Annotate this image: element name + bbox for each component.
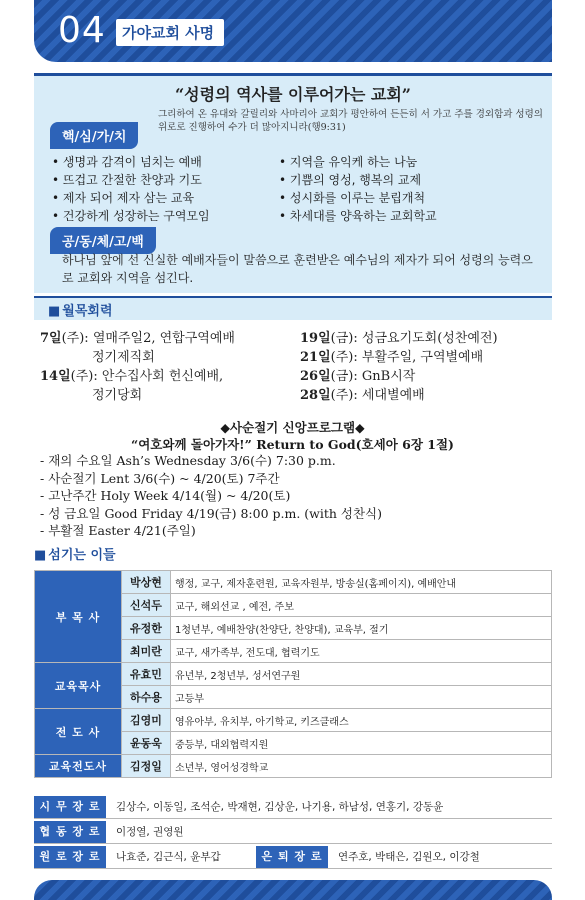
role-cell: 전 도 사 <box>35 709 122 755</box>
role-cell: 교육전도사 <box>35 755 122 778</box>
core-values-label: 핵/심/가/치 <box>50 122 138 149</box>
value-item: • 뜨겁고 간절한 찬양과 기도 <box>52 171 210 189</box>
table-row <box>35 755 552 778</box>
associate-elders-names: 이정열, 권영원 <box>116 826 184 838</box>
lent-program-list <box>40 452 382 540</box>
duty-cell: 유년부, 2청년부, 성서연구원 <box>171 663 552 686</box>
associate-elders-label: 협 동 장 로 <box>34 821 106 843</box>
staff-heading: ■ 섬기는 이들 <box>34 544 116 563</box>
retired-names: 연주호, 박태은, 김원오, 이강철 <box>338 851 480 863</box>
events-right <box>300 329 498 405</box>
events-left <box>40 329 235 405</box>
duty-cell: 행정, 교구, 제자훈련원, 교육자원부, 방송실(홈페이지), 예배안내 <box>171 571 552 594</box>
event-item: 7일(주): 열매주일2, 연합구역예배 <box>40 331 235 346</box>
event-item: 28일(주): 세대별예배 <box>300 388 425 403</box>
value-item: • 제자 되어 제자 삼는 교육 <box>52 189 210 207</box>
lent-item: - 사순절기 Lent 3/6(수) ~ 4/20(토) 7주간 <box>40 470 382 488</box>
name-cell: 유효민 <box>122 663 171 686</box>
section-number: 04 <box>58 10 106 51</box>
elders-row <box>34 796 552 819</box>
duty-cell: 교구, 새가족부, 전도대, 협력기도 <box>171 640 552 663</box>
event-item: 정기당회 <box>92 388 143 403</box>
elders-names: 김상수, 이동일, 조석순, 박재현, 김상운, 나기용, 하남성, 연홍기, 강동윤 <box>116 801 444 813</box>
lent-item: - 부활절 Easter 4/21(주일) <box>40 522 382 540</box>
community-label: 공/동/체/고/백 <box>50 227 156 254</box>
lent-program-theme: “여호와께 돌아가자!” Return to God(호세아 6장 1절) <box>131 437 454 452</box>
table-row <box>35 709 552 732</box>
event-item: 14일(주): 안수집사회 헌신예배, <box>40 369 224 384</box>
lent-item: - 고난주간 Holy Week 4/14(월) ~ 4/20(토) <box>40 487 382 505</box>
lent-program-title: ◆사순절기 신앙프로그램◆ <box>220 420 365 435</box>
duty-cell: 고등부 <box>171 686 552 709</box>
duty-cell: 영유아부, 유치부, 아기학교, 키즈클래스 <box>171 709 552 732</box>
footer-band <box>34 880 552 900</box>
event-item: 19일(금): 성금요기도회(성찬예전) <box>300 331 498 346</box>
core-values-right <box>279 153 437 225</box>
motto-verse: 그리하여 온 유대와 갈릴리와 사마리아 교회가 평안하여 든든히 서 가고 주를 경외함과 성령의 위로로 진행하여 수가 더 많아지니라(행9:31) <box>158 109 543 133</box>
associate-elders-row <box>34 821 552 844</box>
retired-label: 은 퇴 장 로 <box>256 846 328 868</box>
name-cell: 김영미 <box>122 709 171 732</box>
mission-panel <box>34 73 552 293</box>
name-cell: 박상현 <box>122 571 171 594</box>
event-item: 21일(주): 부활주일, 구역별예배 <box>300 350 484 365</box>
name-cell: 윤동욱 <box>122 732 171 755</box>
emeritus-label: 원 로 장 로 <box>34 846 106 868</box>
table-row <box>35 663 552 686</box>
role-cell: 부 목 사 <box>35 571 122 663</box>
elders-label: 시 무 장 로 <box>34 796 106 818</box>
name-cell: 하수용 <box>122 686 171 709</box>
section-header <box>34 0 552 62</box>
role-cell: 교육목사 <box>35 663 122 709</box>
event-item: 26일(금): GnB시작 <box>300 369 416 384</box>
monthly-heading: ■ 월목회력 <box>48 300 113 319</box>
value-item: • 지역을 유익케 하는 나눔 <box>279 153 437 171</box>
name-cell: 최미란 <box>122 640 171 663</box>
community-confession: 하나님 앞에 선 신실한 예배자들이 말씀으로 훈련받은 예수님의 제자가 되어 성령의 능력으로 교회와 지역을 섬긴다. <box>62 253 533 285</box>
name-cell: 유정한 <box>122 617 171 640</box>
emeritus-names: 나효준, 김근식, 윤부갑 <box>116 851 221 863</box>
value-item: • 건강하게 성장하는 구역모임 <box>52 207 210 225</box>
event-item: 정기제직회 <box>92 350 155 365</box>
value-item: • 생명과 감격이 넘치는 예배 <box>52 153 210 171</box>
value-item: • 성시화를 이루는 분립개척 <box>279 189 437 207</box>
duty-cell: 1청년부, 예배찬양(찬양단, 찬양대), 교육부, 절기 <box>171 617 552 640</box>
section-title: 가야교회 사명 <box>116 19 224 46</box>
duty-cell: 교구, 해외선교 , 예전, 주보 <box>171 594 552 617</box>
duty-cell: 중등부, 대외협력지원 <box>171 732 552 755</box>
monthly-heading-bar <box>34 296 552 320</box>
motto: “성령의 역사를 이루어가는 교회” <box>174 85 412 104</box>
emeritus-row <box>34 846 552 869</box>
value-item: • 차세대를 양육하는 교회학교 <box>279 207 437 225</box>
lent-item: - 재의 수요일 Ash’s Wednesday 3/6(수) 7:30 p.m. <box>40 452 382 470</box>
staff-table <box>34 570 552 778</box>
lent-item: - 성 금요일 Good Friday 4/19(금) 8:00 p.m. (with 성찬식) <box>40 505 382 523</box>
name-cell: 김정일 <box>122 755 171 778</box>
duty-cell: 소년부, 영어성경학교 <box>171 755 552 778</box>
value-item: • 기쁨의 영성, 행복의 교제 <box>279 171 437 189</box>
table-row <box>35 571 552 594</box>
name-cell: 신석두 <box>122 594 171 617</box>
core-values-left <box>52 153 210 225</box>
